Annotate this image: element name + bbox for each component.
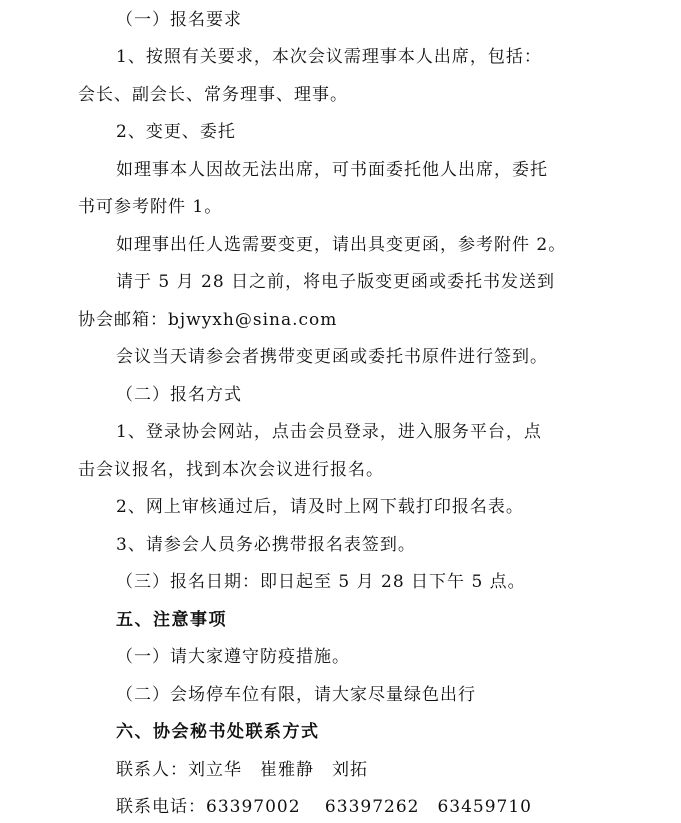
paragraph-line: 3、请参会人员务必携带报名表签到。 (116, 535, 416, 555)
paragraph-line: 如理事出任人选需要变更，请出具变更函，参考附件 2。 (116, 235, 567, 255)
paragraph-line: 击会议报名，找到本次会议进行报名。 (78, 460, 384, 480)
paragraph-line: 请于 5 月 28 日之前，将电子版变更函或委托书发送到 (116, 272, 556, 292)
subsection-heading-method: （二）报名方式 (116, 385, 242, 405)
subsection-heading-date: （三）报名日期：即日起至 5 月 28 日下午 5 点。 (116, 572, 526, 592)
email-line: 协会邮箱：bjwyxh@sina.com (78, 310, 338, 330)
paragraph-line: 2、变更、委托 (116, 122, 236, 142)
paragraph-line: 如理事本人因故无法出席，可书面委托他人出席，委托 (116, 160, 548, 180)
subsection-heading-requirements: （一）报名要求 (116, 10, 242, 30)
paragraph-line: 会长、副会长、常务理事、理事。 (78, 85, 348, 105)
contact-phones: 联系电话：63397002 63397262 63459710 (116, 797, 532, 817)
paragraph-line: （二）会场停车位有限，请大家尽量绿色出行 (116, 685, 476, 705)
section-heading-notes: 五、注意事项 (116, 610, 227, 630)
paragraph-line: 1、登录协会网站，点击会员登录，进入服务平台，点 (116, 422, 542, 442)
contact-persons: 联系人：刘立华 崔雅静 刘拓 (116, 760, 368, 780)
paragraph-line: 2、网上审核通过后，请及时上网下载打印报名表。 (116, 497, 524, 517)
paragraph-line: （一）请大家遵守防疫措施。 (116, 647, 350, 667)
paragraph-line: 书可参考附件 1。 (78, 197, 223, 217)
paragraph-line: 会议当天请参会者携带变更函或委托书原件进行签到。 (116, 347, 548, 367)
paragraph-line: 1、按照有关要求，本次会议需理事本人出席，包括： (116, 47, 542, 67)
section-heading-contact: 六、协会秘书处联系方式 (116, 722, 320, 742)
